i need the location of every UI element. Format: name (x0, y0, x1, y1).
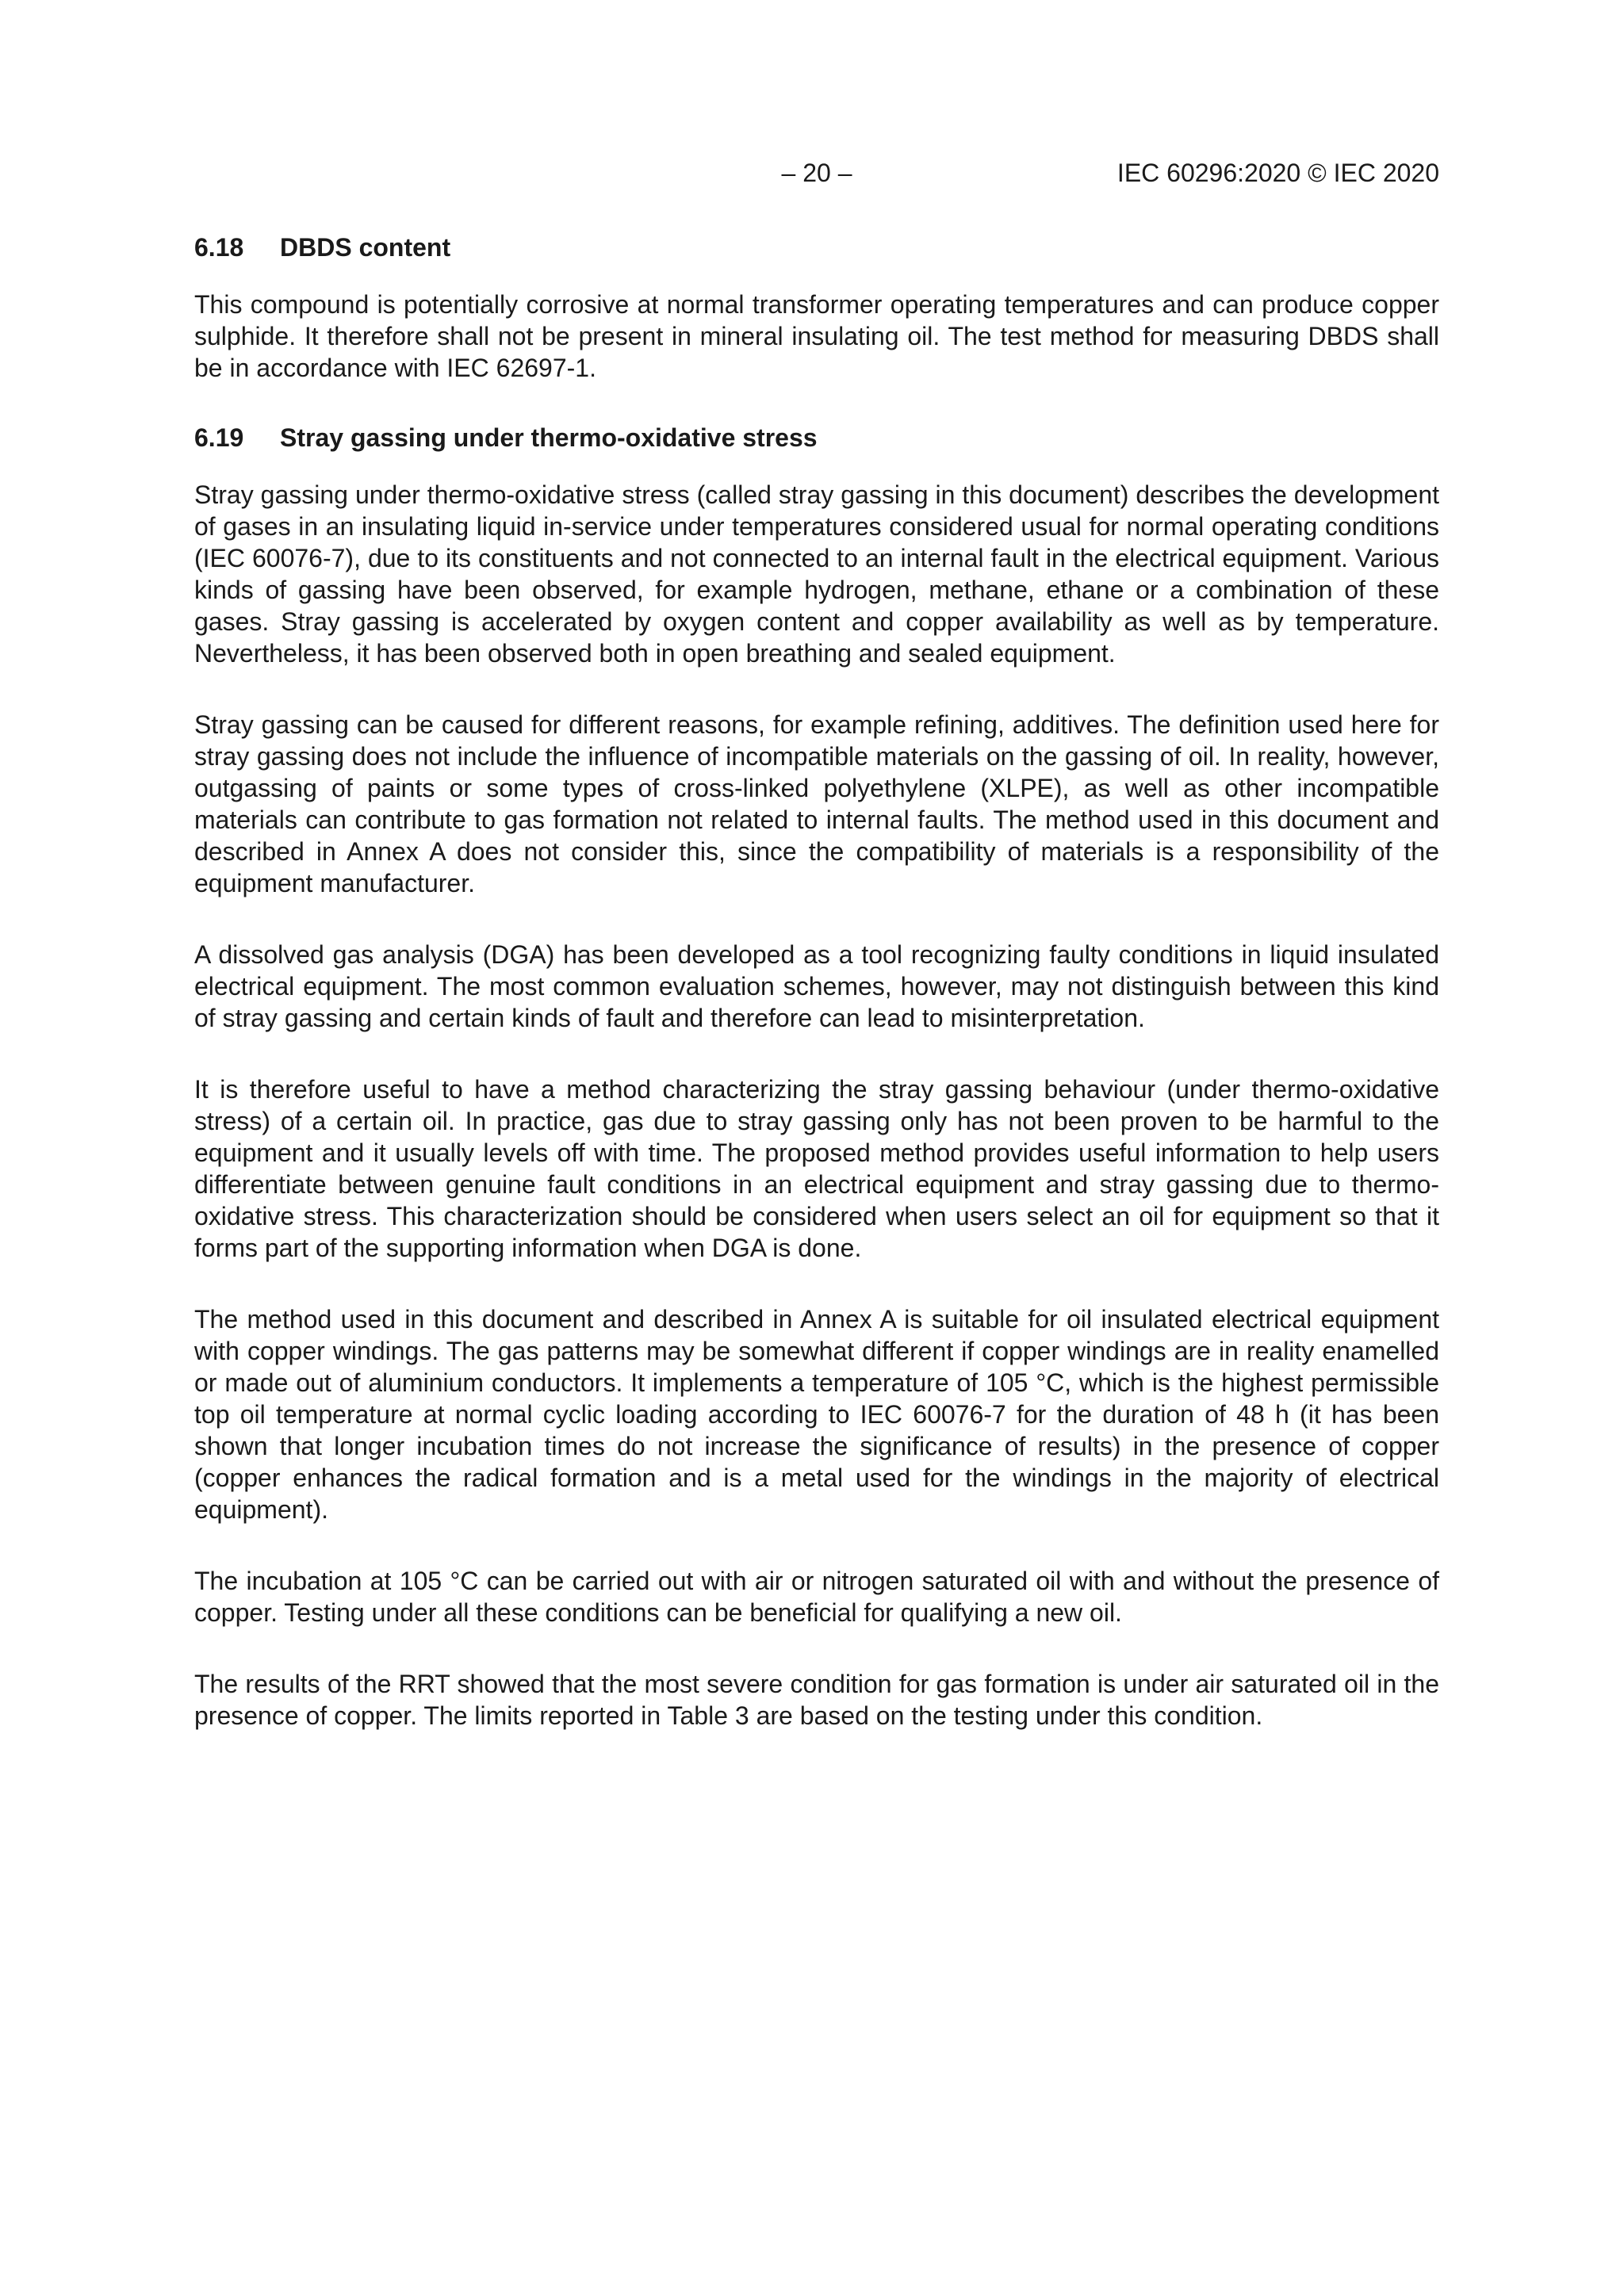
paragraph: The method used in this document and described in Annex A is suitable for oil insulated electrical equipment with copper windings. The gas patterns may be somewhat different if copper windings are in reality enamelled or made out of aluminium conductors. It implements a temperature of 105 °C, which is the highest permissible top oil temperature at normal cyclic loading according to IEC 60076-7 for the duration of 48 h (it has been shown that longer incubation times do not increase the significance of results) in the presence of copper (copper enhances the radical formation and is a metal used for the windings in the majority of electrical equipment). (194, 1305, 1439, 1524)
paragraph: The results of the RRT showed that the most severe condition for gas formation is under air saturated oil in the presence of copper. The limits reported in Table 3 are based on the testing under this condition. (194, 1670, 1439, 1730)
paragraph: Stray gassing can be caused for different reasons, for example refining, additives. The definition used here for stray gassing does not include the influence of incompatible materials on the gassing of oil. In reality, however, outgassing of paints or some types of cross-linked polyethylene (XLPE), as well as other incompatible materials can contribute to gas formation not related to internal faults. The method used in this document and described in Annex A does not consider this, since the compatibility of materials is a responsibility of the equipment manufacturer. (194, 710, 1439, 897)
paragraph: Stray gassing under thermo-oxidative stress (called stray gassing in this document) describes the development of gases in an insulating liquid in-service under temperatures considered usual for normal operating conditions (IEC 60076-7), due to its constituents and not connected to an internal fault in the electrical equipment. Various kinds of gassing have been observed, for example hydrogen, methane, ethane or a combination of these gases. Stray gassing is accelerated by oxygen content and copper availability as well as by temperature. Nevertheless, it has been observed both in open breathing and sealed equipment. (194, 480, 1439, 668)
paragraph: It is therefore useful to have a method characterizing the stray gassing behaviour (under thermo-oxidative stress) of a certain oil. In practice, gas due to stray gassing only has not been proven to be harmful to the equipment and it usually levels off with time. The proposed method provides useful information to help users differentiate between genuine fault conditions in an electrical equipment and stray gassing due to thermo-oxidative stress. This characterization should be considered when users select an oil for equipment so that it forms part of the supporting information when DGA is done. (194, 1075, 1439, 1262)
page-content (194, 230, 1439, 1732)
section-heading-6-19 (194, 420, 1439, 455)
section-number: 6.19 (194, 423, 244, 452)
paragraph: This compound is potentially corrosive at normal transformer operating temperatures and can produce copper sulphide. It therefore shall not be present in mineral insulating oil. The test method for measuring DBDS shall be in accordance with IEC 62697-1. (194, 290, 1439, 382)
paragraph: The incubation at 105 °C can be carried out with air or nitrogen saturated oil with and without the presence of copper. Testing under all these conditions can be beneficial for qualifying a new oil. (194, 1567, 1439, 1627)
paragraph: A dissolved gas analysis (DGA) has been developed as a tool recognizing faulty conditions in liquid insulated electrical equipment. The most common evaluation schemes, however, may not distinguish between this kind of stray gassing and certain kinds of fault and therefore can lead to misinterpretation. (194, 940, 1439, 1032)
section-title: DBDS content (280, 233, 451, 262)
page-header (194, 155, 1439, 190)
section-title: Stray gassing under thermo-oxidative stress (280, 423, 818, 452)
page-number: – 20 – (781, 159, 852, 187)
document-identifier: IEC 60296:2020 © IEC 2020 (1116, 159, 1439, 187)
section-heading-6-18 (194, 230, 1439, 265)
section-number: 6.18 (194, 233, 244, 262)
